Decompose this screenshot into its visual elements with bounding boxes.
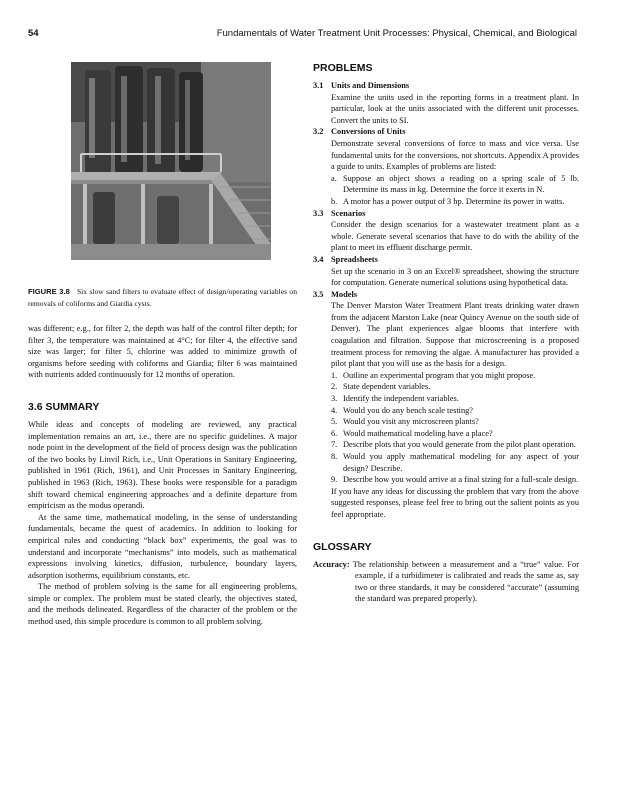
problem-title: Models: [331, 289, 358, 299]
problem-3-4: [313, 254, 579, 289]
problem-number: 3.3: [313, 208, 324, 218]
intro-paragraph: was different; e.g., for filter 2, the depth was half of the control filter depth; for filter 3, the temperature was maintained at 4°C; for filter 4, the effective sand size was larger; for filter 5, chlorine was added to minimize growth of organisms before seeding with coliforms and Giardia; filter 6 was maintained with nutrients added continuously for 12 months of operation.: [28, 324, 297, 380]
problem-body: Set up the scenario in 3 on an Excel® spreadsheet, showing the structure for computation. Generate numerical solutions using hypothetical data.: [331, 266, 579, 288]
list-item: 9. Describe how you would arrive at a final sizing for a full-scale design.: [331, 475, 579, 485]
problem-title: Scenarios: [331, 208, 366, 218]
problem-3-1: [313, 80, 579, 126]
sub-item-a: a. Suppose an object shows a reading on a spring scale of 5 lb. Determine its mass in kg. Determine the force it exerts in N.: [331, 173, 579, 195]
problem-title: Units and Dimensions: [331, 81, 410, 90]
list-item: 2. State dependent variables.: [331, 382, 431, 392]
list-item: 6. Would mathematical modeling have a place?: [331, 428, 493, 438]
list-item: 8. Would you apply mathematical modeling for any aspect of your design? Describe.: [331, 452, 579, 473]
problem-body: Consider the design scenarios for a wastewater treatment plant as a whole. Generate several scenarios that have to do with the ability of the plant to meet its effluent discharge permit.: [331, 220, 579, 253]
problem-title: Spreadsheets: [331, 254, 378, 264]
sand-filters-illustration: [71, 62, 271, 260]
left-column: [28, 58, 297, 628]
list-item: 3. Identify the independent variables.: [331, 394, 459, 404]
figure-label: FIGURE 3.8: [28, 287, 70, 296]
problem-3-3: [313, 208, 579, 254]
problem-title: Conversions of Units: [331, 127, 406, 137]
problem-closing: If you have any ideas for discussing the problem that vary from the above suggested responses, please feel free to bring out the salient points as you feel appropriate.: [331, 486, 579, 519]
summary-paragraph-1: While ideas and concepts of modeling are reviewed, any practical implementation remains an art, i.e., there are no specific guidelines. A major node point in the development of the field of process design was the publication of the two books by Linvil Rich, i.e., Unit Operations in Sanitary Engineering, published in 1961 (Rich, 1961), and Unit Processes in Sanitary Engineering, published in 1963 (Rich, 1963). These books were responsible for a paradigm shift toward chemical engineering approaches and a definite departure from empiricism as the modus operandi.: [28, 419, 297, 511]
glossary-term: Accuracy:: [313, 559, 350, 569]
list-item: 1. Outline an experimental program that you might propose.: [331, 370, 536, 380]
problem-number: 3.5: [313, 289, 324, 299]
right-column: [313, 58, 579, 605]
sub-item-b: b. A motor has a power output of 3 hp. Determine its power in watts.: [331, 196, 565, 206]
page-number: 54: [28, 28, 39, 39]
problem-number: 3.1: [313, 81, 324, 90]
summary-heading: 3.6 SUMMARY: [28, 400, 100, 413]
problems-heading: PROBLEMS: [313, 62, 373, 74]
summary-paragraph-3: The method of problem solving is the same for all engineering problems, simple or complex. The problem must be stated clearly, the objectives stated, and the methods delineated. Regardless of the character of the problem or the method used, this simple procedure is common to all problem solving.: [28, 582, 297, 627]
problem-body: The Denver Marston Water Treatment Plant treats drinking water drawn from the adjacent Marston Lake (near Quincy Avenue on the south side of Denver). The plant experiences algae blooms that interfere with coagulation and filtration. Suppose that microscreening is a proposed treatment process for removing the algae. A manufacturer has provided a pilot plant that you will use as the basis for a design.: [331, 301, 579, 369]
glossary-heading: GLOSSARY: [313, 540, 372, 553]
figure-caption: [28, 286, 297, 309]
list-item: 5. Would you visit any microscreen plants?: [331, 417, 479, 427]
problem-3-5: [313, 289, 579, 521]
page-header: [28, 28, 577, 42]
problem-body: Examine the units used in the reporting forms in a treatment plant. In particular, look at the units associated with the different unit processes. Convert the units to SI.: [331, 92, 579, 125]
problem-number: 3.2: [313, 127, 324, 137]
problem-body: Demonstrate several conversions of force to mass and vice versa. Use fundamental units for the conversions, not shortcuts. Appendix A provides a guide to units. Examples of problems are listed:: [331, 138, 579, 172]
figure-caption-text: Six slow sand filters to evaluate effect of design/operating variables on removals of coliforms and Giardia cysts.: [28, 287, 297, 308]
problem-3-2: [313, 126, 579, 207]
list-item: 4. Would you do any bench scale testing?: [331, 405, 474, 415]
running-title: Fundamentals of Water Treatment Unit Processes: Physical, Chemical, and Biological: [216, 28, 577, 39]
list-item: 7. Describe plots that you would generate from the pilot plant operation.: [331, 440, 576, 450]
problem-number: 3.4: [313, 254, 324, 264]
glossary-definition: The relationship between a measurement and a “true” value. For example, if a turbidimeter is calibrated and reads the same as, say two or three standards, it may be considered “accurate” (assuming the standard was prepared properly).: [352, 559, 579, 604]
summary-paragraph-2: At the same time, mathematical modeling, in the sense of understanding fundamentals, became the quest of academics. In addition to looking for empirical rules and conducting “black box” experiments, the goal was to understand and incorporate “mechanisms” into models, such as mathematical expressions involving kinetics, diffusion, turbulence, boundary layers, adsorption isotherms, equilibrium constants, etc.: [28, 512, 297, 580]
figure-photo-sand-filters: [71, 62, 271, 260]
glossary-entry-accuracy: [313, 559, 579, 605]
